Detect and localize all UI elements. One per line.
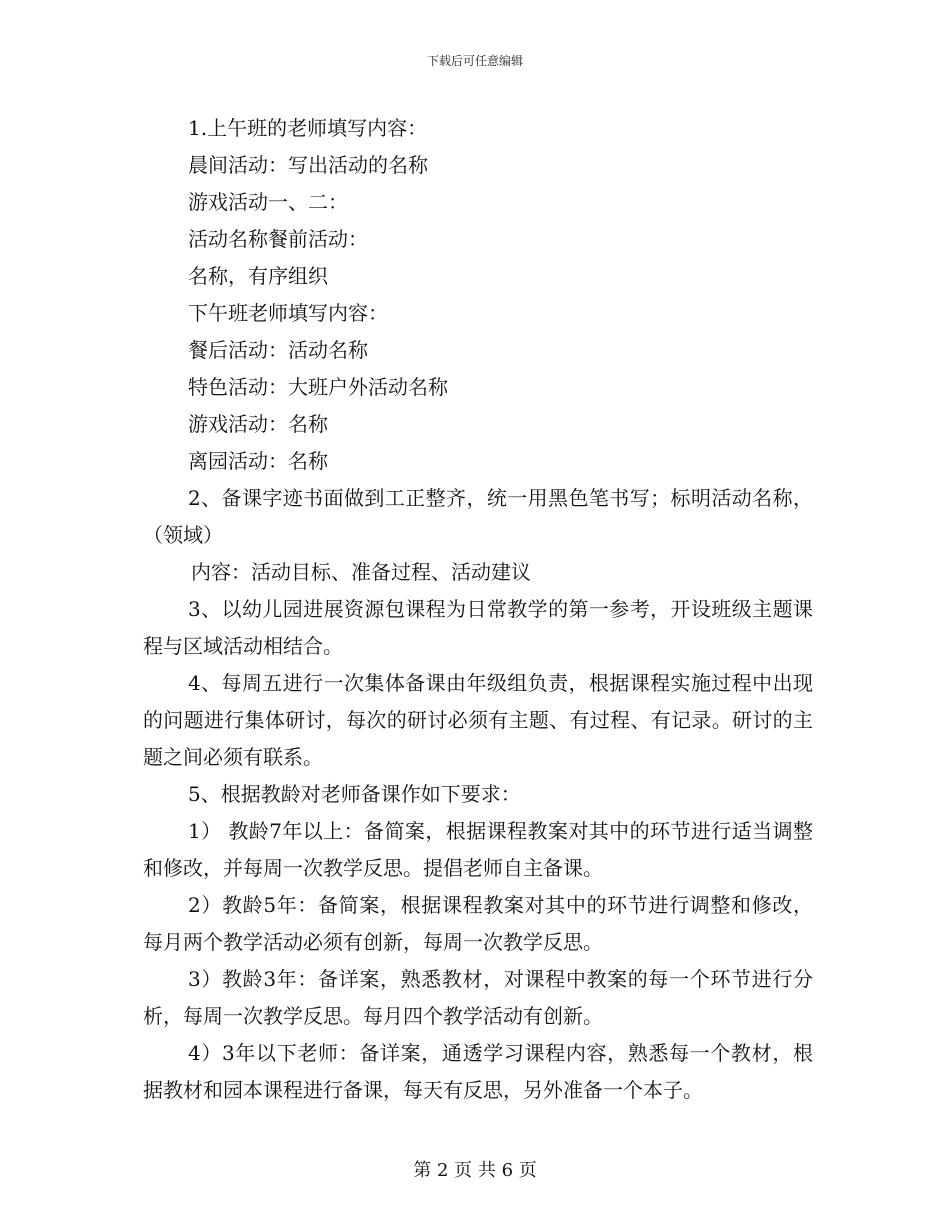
page-footer: 第 2 页 共 6 页: [413, 1160, 537, 1181]
paragraph-2-content: 内容：活动目标、准备过程、活动建议: [191, 560, 531, 584]
text-line: 餐后活动：活动名称: [188, 338, 368, 362]
paragraph-5-3: 3）教龄3年：备详案，熟悉教材，对课程中教案的每一个环节进行分析，每周一次教学反思。每月四个教学活动有创新。: [143, 967, 813, 1028]
text-line: 晨间活动：写出活动的名称: [188, 153, 428, 177]
paragraph-4: 4、每周五进行一次集体备课由年级组负责，根据课程实施过程中出现的问题进行集体研讨，每次的研讨必须有主题、有过程、有记录。研讨的主题之间必须有联系。: [143, 671, 813, 769]
text-line: 游戏活动一、二：: [188, 190, 348, 214]
text-line: 1.上午班的老师填写内容：: [188, 116, 428, 140]
text-line: 离园活动：名称: [188, 449, 328, 473]
paragraph-5: 5、根据教龄对老师备课作如下要求：: [188, 782, 521, 806]
text-line: 名称，有序组织: [188, 264, 328, 288]
paragraph-2: 2、备课字迹书面做到工正整齐，统一用黑色笔书写；标明活动名称，（领域）: [143, 486, 813, 547]
text-line: 下午班老师填写内容：: [188, 301, 388, 325]
document-body: [143, 110, 813, 1109]
text-line: 特色活动：大班户外活动名称: [188, 375, 448, 399]
page-header: 下载后可任意编辑: [426, 54, 523, 68]
paragraph-3: 3、以幼儿园进展资源包课程为日常教学的第一参考，开设班级主题课程与区域活动相结合。: [143, 597, 813, 658]
text-line: 游戏活动：名称: [188, 412, 328, 436]
text-line: 活动名称餐前活动：: [188, 227, 368, 251]
paragraph-5-2: 2）教龄5年：备简案，根据课程教案对其中的环节进行调整和修改，每月两个教学活动必须有创新，每周一次教学反思。: [143, 893, 813, 954]
paragraph-5-4: 4）3年以下老师：备详案，通透学习课程内容，熟悉每一个教材，根据教材和园本课程进行备课，每天有反思，另外准备一个本子。: [143, 1041, 813, 1102]
paragraph-5-1: 1） 教龄7年以上：备简案，根据课程教案对其中的环节进行适当调整和修改，并每周一次教学反思。提倡老师自主备课。: [143, 819, 813, 880]
